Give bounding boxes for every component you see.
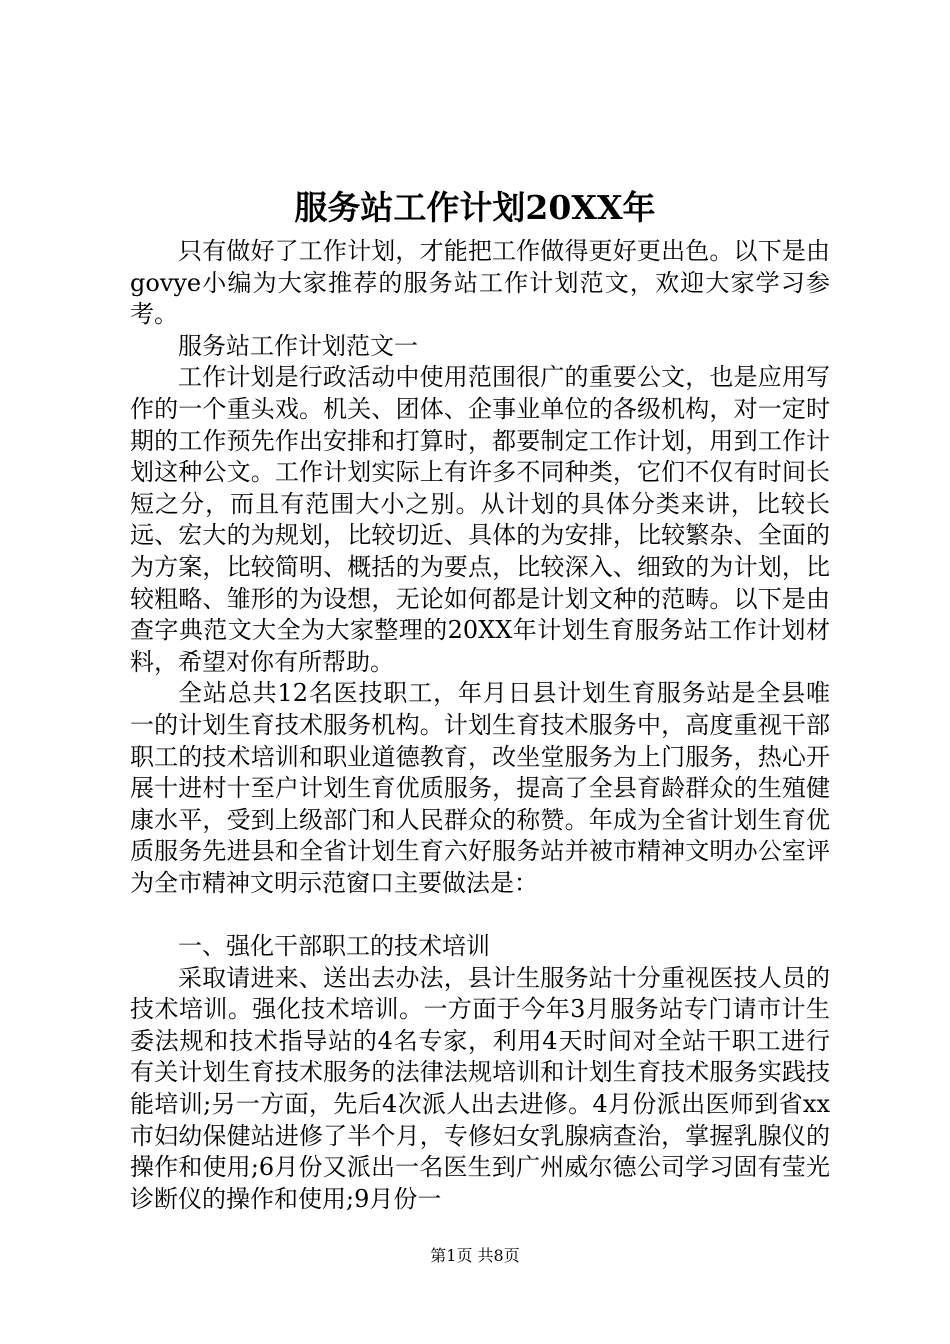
paragraph-station-summary: 全站总共12名医技职工，年月日县计划生育服务站是全县唯一的计划生育技术服务机构。计划生育技术服务中，高度重视干部职工的技术培训和职业道德教育，改坐堂服务为上门服务，热心开展十进村十至户计划生育优质服务，提高了全县育龄群众的生殖健康水平，受到上级部门和人民群众的称赞。年成为全省计划生育优质服务先进县和全省计划生育六好服务站并被市精神文明办公室评为全市精神文明示范窗口主要做法是： <box>130 679 830 897</box>
paragraph-intro: 只有做好了工作计划，才能把工作做得更好更出色。以下是由govye小编为大家推荐的服务站工作计划范文，欢迎大家学习参考。 <box>130 237 830 329</box>
paragraph-plan-overview: 工作计划是行政活动中使用范围很广的重要公文，也是应用写作的一个重头戏。机关、团体、企事业单位的各级机构，对一定时期的工作预先作出安排和打算时，都要制定工作计划，用到工作计划这种公文。工作计划实际上有许多不同种类，它们不仅有时间长短之分，而且有范围大小之别。从计划的具体分类来讲，比较长远、宏大的为规划，比较切近、具体的为安排，比较繁杂、全面的为方案，比较简明、概括的为要点，比较深入、细致的为计划，比较粗略、雏形的为设想，无论如何都是计划文种的范畴。以下是由查字典范文大全为大家整理的20XX年计划生育服务站工作计划材料，希望对你有所帮助。 <box>130 363 830 676</box>
paragraph-training: 采取请进来、送出去办法，县计生服务站十分重视医技人员的技术培训。强化技术培训。一方面于今年3月服务站专门请市计生委法规和技术指导站的4名专家，利用4天时间对全站干职工进行有关计划生育技术服务的法律法规培训和计划生育技术服务实践技能培训;另一方面，先后4次派人出去进修。4月份派出医师到省xx市妇幼保健站进修了半个月，专修妇女乳腺病查治，掌握乳腺仪的操作和使用;6月份又派出一名医生到广州威尔德公司学习固有莹光诊断仪的操作和使用;9月份一 <box>130 963 830 1213</box>
page-footer: 第1页 共8页 <box>430 1246 520 1265</box>
document-title: 服务站工作计划20XX年 <box>294 188 656 227</box>
section-heading-training: 一、强化干部职工的技术培训 <box>178 932 490 961</box>
paragraph-subheading: 服务站工作计划范文一 <box>178 331 418 360</box>
document-body <box>130 236 830 1215</box>
